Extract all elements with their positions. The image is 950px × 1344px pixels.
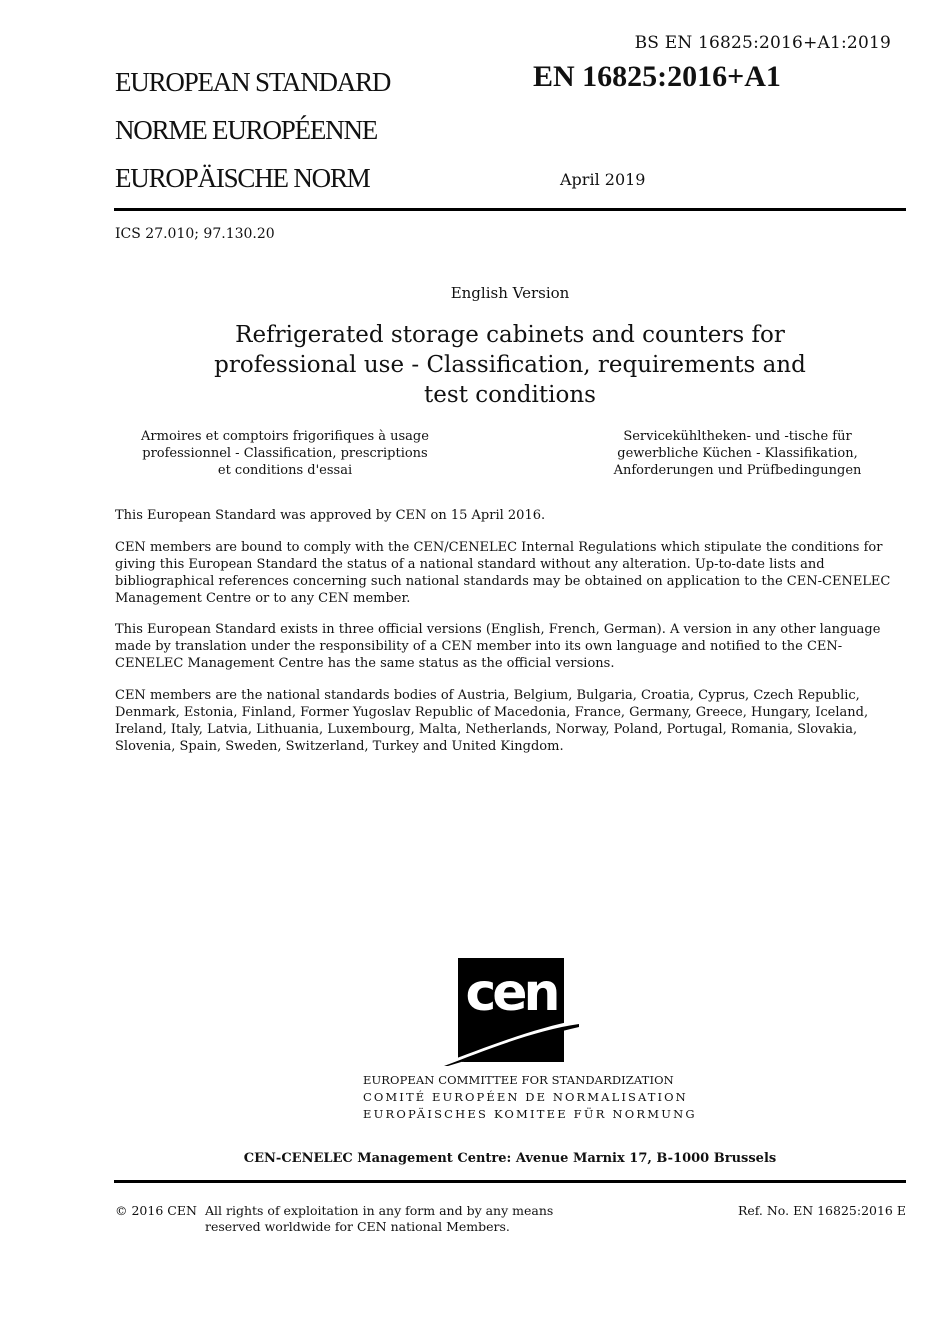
- title-german: Servicekühltheken- und -tische für gewerbliche Küchen - Klassifikation, Anforderungen und Prüfbedingungen: [613, 429, 862, 478]
- top-divider: [114, 208, 906, 211]
- approval-paragraph: This European Standard was approved by CEN on 15 April 2016.: [115, 508, 546, 523]
- management-centre-address: CEN-CENELEC Management Centre: Avenue Marnix 17, B-1000 Brussels: [243, 1151, 777, 1166]
- committee-french: COMITÉ EUROPÉEN DE NORMALISATION: [363, 1090, 688, 1104]
- rights-statement: All rights of exploitation in any form and by any means reserved worldwide for CEN national Members.: [205, 1203, 554, 1234]
- title-french: Armoires et comptoirs frigorifiques à usage professionnel - Classification, prescriptions et conditions d'essai: [141, 429, 429, 478]
- copyright: © 2016 CEN: [115, 1203, 197, 1218]
- title-norme-europeenne: NORME EUROPÉENNE: [115, 115, 378, 145]
- title-european-standard: EUROPEAN STANDARD: [115, 67, 391, 97]
- committee-german: EUROPÄISCHES KOMITEE FÜR NORMUNG: [363, 1107, 697, 1121]
- cen-logo-icon: [444, 958, 579, 1066]
- compliance-paragraph: CEN members are bound to comply with the CEN/CENELEC Internal Regulations which stipulate the conditions for giving this European Standard the status of a national standard without any alteration. Up-to-date lists and bibliographical references concerning such national standards may be obtained on application to the CEN-CENELEC Management Centre or to any CEN member.: [115, 540, 891, 606]
- ics-code: ICS 27.010; 97.130.20: [115, 226, 275, 242]
- document-title: Refrigerated storage cabinets and counters for professional use - Classification, requirements and test conditions: [214, 322, 806, 408]
- publication-date: April 2019: [560, 170, 646, 189]
- cen-logo-text: cen: [465, 963, 557, 1023]
- title-europaische-norm: EUROPÄISCHE NORM: [115, 163, 370, 193]
- members-paragraph: CEN members are the national standards bodies of Austria, Belgium, Bulgaria, Croatia, Cyprus, Czech Republic, Denmark, Estonia, Finland, Former Yugoslav Republic of Macedonia, France, Germany, Greece, Hungary, Iceland, Ireland, Italy, Latvia, Lithuania, Luxembourg, Malta, Netherlands, Norway, Poland, Portugal, Romania, Slovakia, Slovenia, Spain, Sweden, Switzerland, Turkey and United Kingdom.: [115, 688, 869, 754]
- version-label: English Version: [450, 284, 570, 302]
- versions-paragraph: This European Standard exists in three official versions (English, French, German). A version in any other language made by translation under the responsibility of a CEN member into its own language and notified to the CEN-CENELEC Management Centre has the same status as the official versions.: [115, 622, 881, 671]
- standard-number: EN 16825:2016+A1: [533, 60, 781, 93]
- bs-reference: BS EN 16825:2016+A1:2019: [634, 33, 891, 53]
- committee-english: EUROPEAN COMMITTEE FOR STANDARDIZATION: [363, 1073, 674, 1087]
- reference-number: Ref. No. EN 16825:2016 E: [737, 1203, 906, 1218]
- bottom-divider: [114, 1180, 906, 1183]
